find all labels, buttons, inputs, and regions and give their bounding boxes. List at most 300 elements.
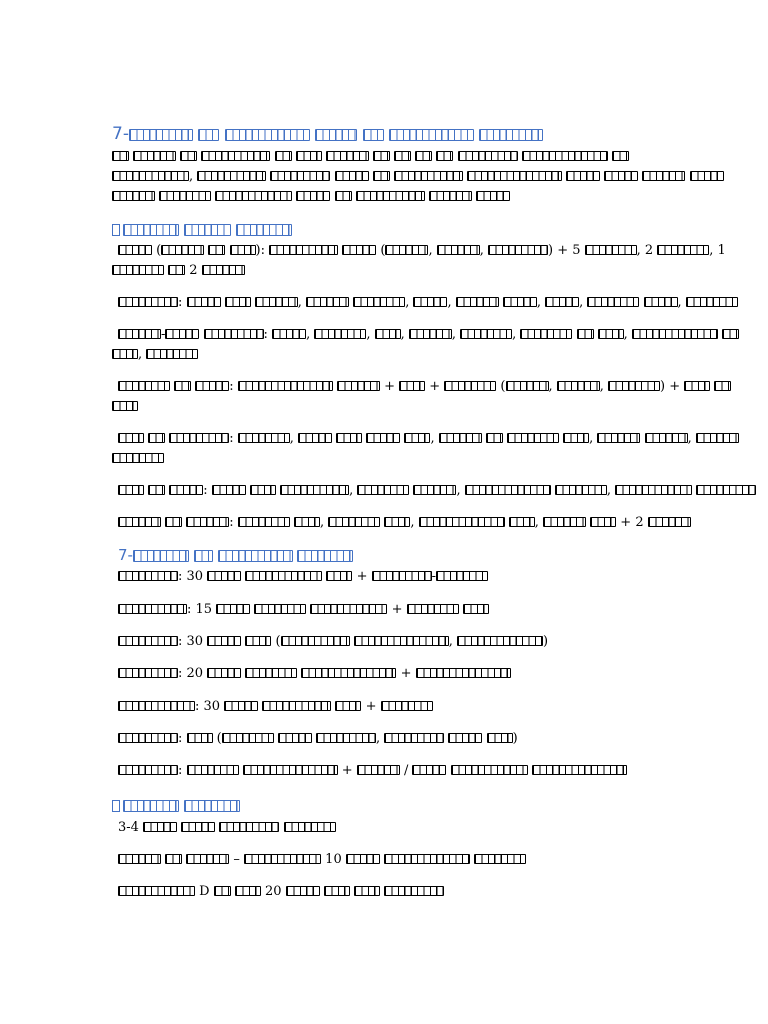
unreadable-word <box>197 171 266 181</box>
unreadable-word <box>394 171 463 181</box>
visible-text: ( <box>212 731 222 746</box>
unreadable-word <box>315 129 357 141</box>
unreadable-word <box>225 297 251 307</box>
unreadable-word <box>202 265 245 275</box>
text-line <box>118 882 444 902</box>
unreadable-word <box>194 550 213 562</box>
unreadable-word <box>262 701 331 711</box>
visible-text: , <box>456 483 465 498</box>
visible-text: , <box>599 379 609 394</box>
unreadable-word <box>346 854 380 864</box>
unreadable-word <box>118 636 178 646</box>
unreadable-word <box>118 701 195 711</box>
unreadable-word <box>415 151 432 161</box>
visible-text: + <box>361 699 381 714</box>
unreadable-word <box>245 668 297 678</box>
unreadable-word <box>118 433 144 443</box>
visible-text: , <box>306 327 315 342</box>
unreadable-word <box>187 733 213 743</box>
unreadable-word <box>165 517 182 527</box>
visible-text: , <box>512 327 521 342</box>
text-line <box>118 761 627 781</box>
visible-text: , <box>349 483 358 498</box>
unreadable-word <box>686 297 738 307</box>
visible-text: : <box>178 763 187 778</box>
visible-text: , <box>430 431 439 446</box>
visible-text: ) <box>512 731 518 746</box>
visible-text: + <box>352 569 372 584</box>
unreadable-word <box>118 485 144 495</box>
unreadable-word <box>357 485 409 495</box>
unreadable-word <box>690 171 724 181</box>
unreadable-word <box>186 517 229 527</box>
visible-text <box>279 820 283 835</box>
visible-text: : <box>203 483 212 498</box>
section-heading <box>112 124 543 144</box>
unreadable-word <box>207 668 241 678</box>
text-line <box>112 261 245 281</box>
visible-text: , <box>687 431 696 446</box>
visible-text: - <box>161 327 166 342</box>
text-line <box>118 481 756 501</box>
unreadable-word <box>159 191 211 201</box>
visible-text: , <box>376 731 385 746</box>
unreadable-word <box>186 854 229 864</box>
visible-text <box>270 149 274 164</box>
unreadable-word <box>207 571 241 581</box>
unreadable-word <box>269 245 338 255</box>
unreadable-word <box>506 381 549 391</box>
unreadable-word <box>169 433 229 443</box>
text-line <box>118 513 691 533</box>
unreadable-word <box>123 224 179 236</box>
unreadable-word <box>219 822 279 832</box>
unreadable-word <box>413 485 456 495</box>
unreadable-word <box>509 517 535 527</box>
unreadable-word <box>522 151 608 161</box>
unreadable-word <box>214 886 231 896</box>
unreadable-word <box>161 245 204 255</box>
visible-text: + <box>379 379 400 394</box>
unreadable-word <box>384 854 470 864</box>
unreadable-word <box>385 245 428 255</box>
unreadable-word <box>577 329 594 339</box>
unreadable-word <box>615 485 692 495</box>
unreadable-word <box>201 151 270 161</box>
text-line <box>112 147 629 167</box>
unreadable-word <box>204 329 264 339</box>
visible-text <box>453 149 457 164</box>
unreadable-word <box>245 636 271 646</box>
unreadable-word <box>255 297 298 307</box>
unreadable-word <box>168 265 185 275</box>
visible-text: – <box>229 852 245 867</box>
visible-text: ( <box>376 243 386 258</box>
unreadable-word <box>419 517 505 527</box>
unreadable-word <box>306 297 349 307</box>
unreadable-word <box>129 129 193 141</box>
visible-text: , <box>400 327 409 342</box>
unreadable-word <box>488 245 548 255</box>
unreadable-word <box>148 485 165 495</box>
visible-text <box>219 124 224 144</box>
visible-text: : <box>178 731 187 746</box>
unreadable-word <box>372 571 432 581</box>
unreadable-word <box>238 433 290 443</box>
unreadable-word <box>354 886 380 896</box>
unreadable-word <box>436 151 453 161</box>
unreadable-word <box>243 765 338 775</box>
unreadable-word <box>244 854 321 864</box>
unreadable-word <box>448 733 482 743</box>
unreadable-word <box>409 329 452 339</box>
visible-text: + 2 <box>616 515 648 530</box>
visible-text: , <box>410 515 419 530</box>
visible-text <box>213 546 218 564</box>
unreadable-word <box>439 433 482 443</box>
text-line <box>118 697 433 717</box>
unreadable-word <box>184 800 240 812</box>
unreadable-word <box>225 129 310 141</box>
unreadable-word <box>587 297 639 307</box>
unreadable-word <box>118 381 170 391</box>
unreadable-word <box>118 765 178 775</box>
unreadable-word <box>412 765 446 775</box>
unreadable-word <box>281 636 350 646</box>
visible-text: : 30 <box>178 634 208 649</box>
unreadable-word <box>112 171 189 181</box>
unrendered-bullet-icon <box>112 800 120 812</box>
visible-text: , <box>534 515 544 530</box>
visible-text: , <box>189 169 198 184</box>
unreadable-word <box>714 381 731 391</box>
unreadable-word <box>381 701 433 711</box>
unreadable-word <box>284 822 336 832</box>
unreadable-word <box>208 245 225 255</box>
unreadable-word <box>722 329 739 339</box>
unreadable-word <box>316 733 376 743</box>
unreadable-word <box>648 517 691 527</box>
visible-text: : <box>229 379 238 394</box>
unreadable-word <box>165 854 182 864</box>
visible-text <box>685 169 689 184</box>
unreadable-word <box>460 329 512 339</box>
text-line <box>118 600 489 620</box>
unreadable-word <box>118 329 161 339</box>
unreadable-word <box>597 433 640 443</box>
unreadable-word <box>465 485 551 495</box>
unreadable-word <box>328 517 380 527</box>
unreadable-word <box>218 550 293 562</box>
unreadable-word <box>416 668 511 678</box>
section-heading <box>118 546 353 564</box>
unreadable-word <box>451 765 528 775</box>
visible-text: : 15 <box>187 602 217 617</box>
unreadable-word <box>394 151 411 161</box>
text-line <box>118 325 739 345</box>
visible-text: ( <box>152 243 162 258</box>
unreadable-word <box>373 171 390 181</box>
text-line <box>118 377 731 397</box>
unreadable-word <box>457 636 543 646</box>
unreadable-word <box>389 129 474 141</box>
text-line <box>112 449 164 469</box>
unreadable-word <box>112 151 129 161</box>
text-line <box>118 429 739 449</box>
unreadable-word <box>456 297 499 307</box>
unreadable-word <box>642 171 685 181</box>
text-line <box>112 167 724 187</box>
unreadable-word <box>112 453 164 463</box>
visible-text: : 30 <box>178 569 208 584</box>
unreadable-word <box>566 171 600 181</box>
unreadable-word <box>555 485 607 495</box>
visible-text: , <box>319 515 329 530</box>
visible-text: 7- <box>112 124 129 144</box>
unreadable-word <box>479 129 543 141</box>
unreadable-word <box>429 191 472 201</box>
unreadable-word <box>148 433 165 443</box>
unreadable-word <box>133 151 176 161</box>
visible-text: , <box>138 347 147 362</box>
visible-text: , <box>448 634 457 649</box>
unreadable-word <box>563 433 589 443</box>
unrendered-bullet-icon <box>112 224 120 236</box>
unreadable-word <box>486 433 503 443</box>
visible-text: ( <box>496 379 506 394</box>
unreadable-word <box>645 433 688 443</box>
visible-text: , <box>548 379 557 394</box>
unreadable-word <box>463 604 489 614</box>
unreadable-word <box>585 245 637 255</box>
unreadable-word <box>590 517 616 527</box>
visible-text: ) + 5 <box>547 243 585 258</box>
visible-text: - <box>431 569 437 584</box>
visible-text <box>482 731 486 746</box>
unreadable-word <box>301 668 396 678</box>
unreadable-word <box>326 151 369 161</box>
visible-text: : <box>178 295 187 310</box>
visible-text: / <box>399 763 413 778</box>
visible-text: 3-4 <box>118 820 144 835</box>
section-heading <box>112 220 292 238</box>
unreadable-word <box>298 433 332 443</box>
unreadable-word <box>507 433 559 443</box>
unreadable-word <box>270 171 330 181</box>
visible-text: 7- <box>118 546 133 564</box>
unreadable-word <box>444 381 496 391</box>
visible-text: , <box>536 295 546 310</box>
unreadable-word <box>458 151 518 161</box>
visible-text <box>640 431 644 446</box>
unreadable-word <box>503 297 537 307</box>
unreadable-word <box>612 151 629 161</box>
unreadable-word <box>195 381 229 391</box>
unreadable-word <box>143 822 177 832</box>
visible-text: , <box>589 431 598 446</box>
unreadable-word <box>557 381 600 391</box>
unreadable-word <box>146 349 198 359</box>
unreadable-word <box>216 604 250 614</box>
unreadable-word <box>399 381 425 391</box>
visible-text: : <box>229 431 238 446</box>
text-line <box>112 345 198 365</box>
unreadable-word <box>275 151 292 161</box>
visible-text: : <box>229 515 238 530</box>
unreadable-word <box>297 550 353 562</box>
unreadable-word <box>684 381 710 391</box>
visible-text: , <box>677 295 686 310</box>
visible-text <box>225 243 229 258</box>
unreadable-word <box>280 485 349 495</box>
visible-text: , <box>623 327 632 342</box>
unreadable-word <box>545 297 579 307</box>
unreadable-word <box>254 604 306 614</box>
unreadable-word <box>696 485 756 495</box>
unreadable-word <box>604 171 638 181</box>
unreadable-word <box>644 297 678 307</box>
visible-text: , <box>447 295 456 310</box>
unreadable-word <box>657 245 709 255</box>
unreadable-word <box>245 571 322 581</box>
unreadable-word <box>474 854 526 864</box>
unreadable-word <box>112 191 155 201</box>
text-line <box>118 729 518 749</box>
unreadable-word <box>384 517 410 527</box>
unreadable-word <box>384 886 444 896</box>
visible-text: ( <box>271 634 281 649</box>
unreadable-word <box>250 485 276 495</box>
unreadable-word <box>436 571 488 581</box>
unreadable-word <box>212 485 246 495</box>
text-line <box>118 850 526 870</box>
unreadable-word <box>476 191 510 201</box>
unreadable-word <box>342 245 376 255</box>
visible-text: D <box>195 884 214 899</box>
unreadable-word <box>437 245 480 255</box>
visible-text: + <box>337 763 357 778</box>
unreadable-word <box>337 381 380 391</box>
unreadable-word <box>487 733 513 743</box>
unreadable-word <box>366 433 400 443</box>
unreadable-word <box>118 604 187 614</box>
unreadable-word <box>384 733 444 743</box>
unreadable-word <box>238 517 290 527</box>
visible-text: , <box>428 243 437 258</box>
visible-text: , <box>297 295 307 310</box>
unreadable-word <box>112 265 164 275</box>
unreadable-word <box>184 224 231 236</box>
unreadable-word <box>520 329 572 339</box>
visible-text <box>199 327 203 342</box>
unreadable-word <box>632 329 718 339</box>
visible-text: + <box>387 602 407 617</box>
unreadable-word <box>335 701 361 711</box>
visible-text: , 2 <box>636 243 658 258</box>
unreadable-word <box>118 886 195 896</box>
unreadable-word <box>112 349 138 359</box>
unreadable-word <box>335 171 369 181</box>
unreadable-word <box>336 433 362 443</box>
text-line <box>118 632 548 652</box>
unreadable-word <box>363 129 384 141</box>
text-line <box>118 818 336 838</box>
visible-text: : 30 <box>195 699 225 714</box>
visible-text: ) <box>542 634 549 649</box>
unreadable-word <box>286 886 320 896</box>
unreadable-word <box>118 854 161 864</box>
unreadable-word <box>169 485 203 495</box>
visible-text <box>330 189 334 204</box>
unreadable-word <box>222 733 274 743</box>
visible-text: : 20 <box>178 666 208 681</box>
unreadable-word <box>373 151 390 161</box>
visible-text: 20 <box>260 884 286 899</box>
unreadable-word <box>165 329 199 339</box>
unreadable-word <box>174 381 191 391</box>
visible-text: : <box>263 327 273 342</box>
unreadable-word <box>224 701 258 711</box>
visible-text <box>572 327 576 342</box>
visible-text <box>330 169 334 184</box>
unreadable-word <box>118 733 178 743</box>
unreadable-word <box>118 517 161 527</box>
visible-text: , 1 <box>709 243 726 258</box>
unreadable-word <box>118 571 178 581</box>
visible-text: + <box>396 666 416 681</box>
unreadable-word <box>324 886 350 896</box>
text-line <box>118 567 488 587</box>
visible-text <box>639 295 643 310</box>
unreadable-word <box>180 151 197 161</box>
unreadable-word <box>238 381 333 391</box>
visible-text: , <box>579 295 588 310</box>
visible-text: , <box>289 431 299 446</box>
unreadable-word <box>375 329 401 339</box>
unreadable-word <box>215 191 292 201</box>
unreadable-word <box>413 297 447 307</box>
text-line <box>112 187 510 207</box>
unreadable-word <box>118 668 178 678</box>
section-heading <box>112 796 240 814</box>
unreadable-word <box>314 329 366 339</box>
unreadable-word <box>356 191 425 201</box>
unreadable-word <box>133 550 189 562</box>
unreadable-word <box>467 171 562 181</box>
unreadable-word <box>696 433 739 443</box>
text-line <box>118 241 726 261</box>
visible-text <box>357 124 362 144</box>
unreadable-word <box>404 433 430 443</box>
unreadable-word <box>187 297 221 307</box>
unreadable-word <box>207 636 241 646</box>
unreadable-word <box>278 733 312 743</box>
visible-text: ) + <box>660 379 685 394</box>
visible-text: + <box>425 379 445 394</box>
visible-text: ): <box>255 243 270 258</box>
unreadable-word <box>198 129 219 141</box>
unreadable-word <box>118 245 152 255</box>
unreadable-word <box>181 822 215 832</box>
unreadable-word <box>235 886 261 896</box>
unreadable-word <box>608 381 660 391</box>
text-line <box>118 293 738 313</box>
unreadable-word <box>335 191 352 201</box>
visible-text: , <box>405 295 414 310</box>
unreadable-word <box>112 401 138 411</box>
unreadable-word <box>532 765 627 775</box>
unreadable-word <box>272 329 306 339</box>
